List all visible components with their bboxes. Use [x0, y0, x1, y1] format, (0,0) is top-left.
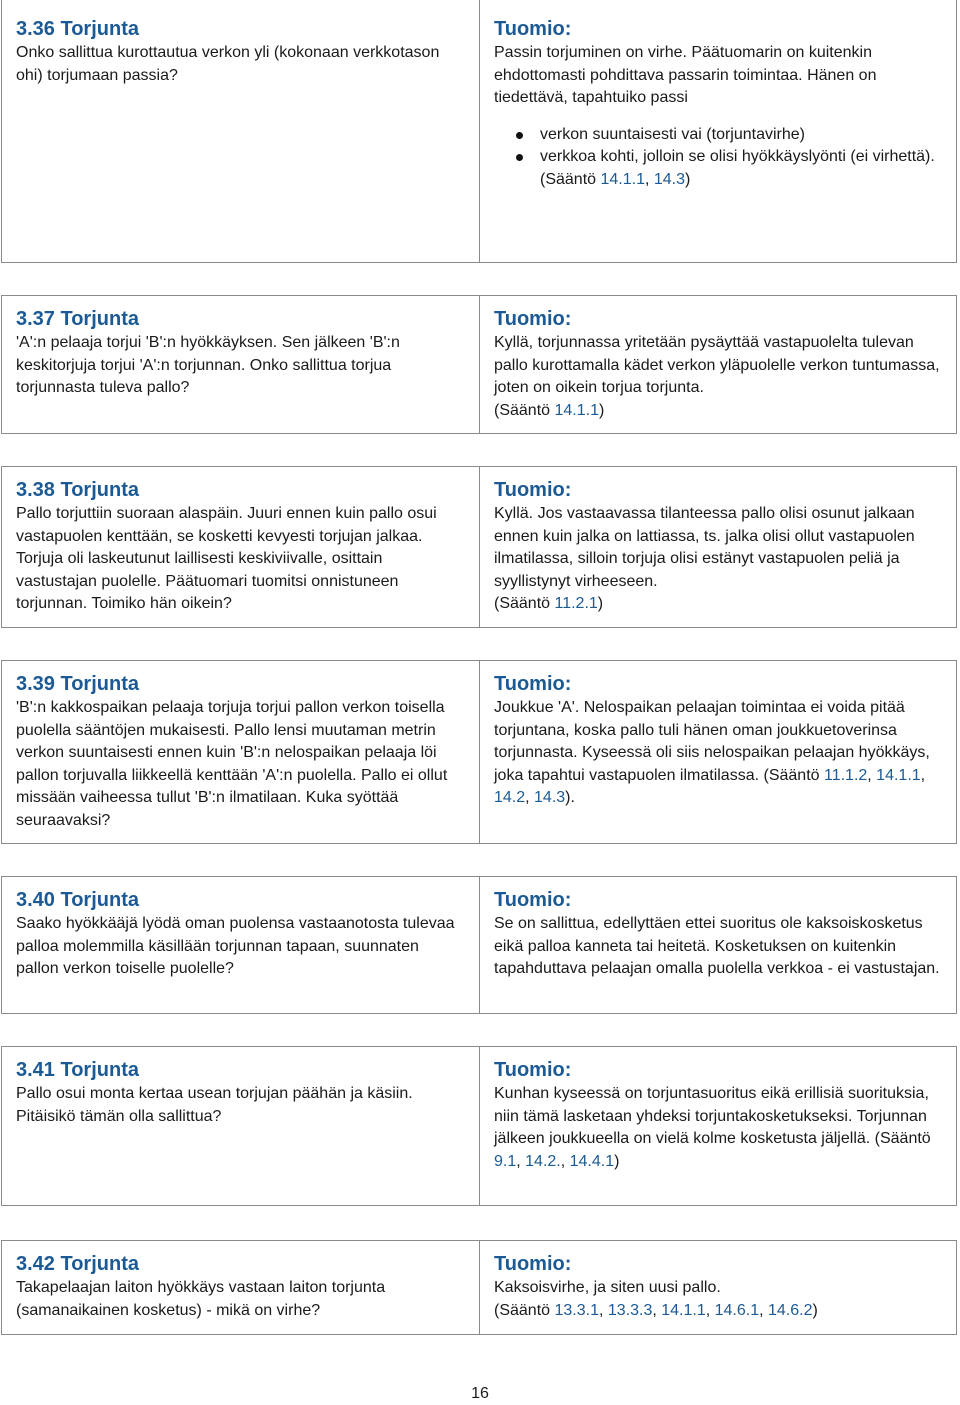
answer-heading: Tuomio: [494, 889, 572, 911]
case-question: Takapelaajan laiton hyökkäys vastaan laiton torjunta (samanaikainen kosketus) - mikä on virhe? [16, 1279, 386, 1319]
case-question: Pallo osui monta kertaa usean torjujan päähän ja käsiin. Pitäisikö tämän olla sallittua? [16, 1085, 413, 1125]
rule-link[interactable]: 14.3 [534, 789, 566, 806]
answer-text: Kyllä, torjunnassa yritetään pysäyttää vastapuolelta tulevan pallo kurottamalla kädet verkon yläpuolelle verkon tuntumassa, joten on oikein torjua torjunta. [494, 334, 940, 396]
answer-column [480, 296, 956, 433]
rule-link[interactable]: 14.6.2 [767, 1301, 813, 1319]
case-question: Pallo torjuttiin suoraan alaspäin. Juuri ennen kuin pallo osui vastapuolen kenttään, se kosketti kevyesti torjujan jalkaa. Torjuja oli laskeutunut laillisesti keskiviivalle, osittain vastustajan puolelle. Päätuomari tuomitsi onnistuneen torjunnan. Toimiko hän oikein? [16, 505, 437, 612]
answer-bullet-list [494, 124, 942, 169]
rule-link[interactable]: 9.1 [494, 1152, 517, 1170]
rule-reference: (Sääntö 13.3.1, 13.3.3, 14.1.1, 14.6.1, 14.6.2) [494, 1301, 818, 1319]
answer-column [480, 877, 956, 1013]
answer-heading: Tuomio: [494, 308, 572, 330]
rule-link[interactable]: 14.1.1 [554, 401, 599, 419]
case-3-37 [1, 295, 957, 434]
case-title: 3.41 Torjunta [16, 1059, 139, 1081]
question-column [2, 0, 480, 262]
rule-link[interactable]: 11.2.1 [554, 595, 598, 612]
question-column [2, 877, 480, 1013]
rule-link[interactable]: 14.2 [494, 789, 526, 806]
rule-link[interactable]: 14.4.1 [569, 1152, 615, 1170]
rule-reference: (Sääntö 14.1.1) [494, 401, 605, 419]
question-column [2, 296, 480, 433]
case-3-36 [1, 0, 957, 263]
case-title: 3.39 Torjunta [16, 673, 139, 695]
page-number: 16 [471, 1385, 489, 1402]
case-3-41 [1, 1046, 957, 1206]
case-title: 3.37 Torjunta [16, 308, 139, 330]
answer-text: Kyllä. Jos vastaavassa tilanteessa pallo olisi osunut jalkaan ennen kuin jalka on lattiassa, ts. jalka olisi ollut vastapuolen ilmatilassa, silloin torjuja olisi estänyt vastapuolen peliä ja syyllistynyt virheeseen. [494, 505, 915, 590]
answer-heading: Tuomio: [494, 673, 572, 695]
rule-reference: (Sääntö 11.2.1) [494, 595, 604, 612]
case-question: Onko sallittua kurottautua verkon yli (kokonaan verkkotason ohi) torjumaan passia? [16, 44, 440, 84]
case-question: 'A':n pelaaja torjui 'B':n hyökkäyksen. Sen jälkeen 'B':n keskitorjuja torjui 'A':n torjunnan. Onko sallittua torjua torjunnasta tuleva pallo? [16, 334, 400, 396]
case-3-42 [1, 1240, 957, 1335]
rule-link[interactable]: 11.1.2 [823, 766, 868, 784]
rule-link[interactable]: 14.1.1 [876, 766, 921, 784]
case-3-39 [1, 660, 957, 844]
rule-reference: (Sääntö 14.1.1, 14.3) [540, 170, 691, 188]
question-column [2, 467, 480, 627]
rule-link[interactable]: 13.3.3 [607, 1301, 653, 1319]
answer-column [480, 0, 956, 262]
answer-column [480, 467, 956, 627]
answer-heading: Tuomio: [494, 479, 572, 501]
answer-column [480, 1047, 956, 1205]
answer-text: Joukkue 'A'. Nelospaikan pelaajan toimintaa ei voida pitää torjuntana, koska pallo tuli hänen oman joukkuetoverinsa torjunnasta. Kyseessä oli siis nelospaikan pelaajan hyökkäys, joka tapahtui vastapuolen ilmatilassa. (Sääntö 11.1.2, 14.1.1, 14.2, 14.3). [494, 699, 930, 806]
case-3-38 [1, 466, 957, 628]
answer-bullet: verkkoa kohti, jolloin se olisi hyökkäyslyönti (ei virhettä). [514, 146, 942, 169]
case-title: 3.36 Torjunta [16, 18, 139, 40]
case-title: 3.42 Torjunta [16, 1253, 139, 1275]
question-column [2, 1047, 480, 1205]
case-3-40 [1, 876, 957, 1014]
answer-column [480, 1241, 956, 1334]
case-question: Saako hyökkääjä lyödä oman puolensa vastaanotosta tulevaa palloa molemmilla käsillään torjunnan tapaan, suunnaten pallon verkon toiselle puolelle? [16, 915, 455, 977]
rule-link[interactable]: 14.2. [525, 1152, 561, 1170]
answer-text: Se on sallittua, edellyttäen ettei suoritus ole kaksoiskosketus eikä palloa kanneta tai heitetä. Kosketuksen on kuitenkin tapahduttava pelaajan omalla puolella verkkoa - ei vastustajan. [494, 915, 940, 977]
rule-link[interactable]: 14.3 [653, 170, 685, 188]
answer-heading: Tuomio: [494, 18, 572, 40]
rule-link[interactable]: 14.6.1 [714, 1301, 760, 1319]
case-question: 'B':n kakkospaikan pelaaja torjuja torjui pallon verkon toisella puolella sääntöjen mukaisesti. Pallo lensi muutaman metrin verkon suuntaisesti ennen kuin 'B':n nelospaikan pelaaja löi pallon torjuvalla liikkeellä kenttään 'A':n puolella. Pallo ei ollut missään vaiheessa tullut 'B':n ilmatilaan. Kuka syöttää seuraavaksi? [16, 699, 448, 829]
rule-link[interactable]: 14.1.1 [661, 1301, 706, 1319]
answer-text: Kunhan kyseessä on torjuntasuoritus eikä erillisiä suorituksia, niin tämä lasketaan yhdeksi torjuntakosketukseksi. Torjunnan jälkeen joukkueella on vielä kolme kosketusta jäljellä. (Sääntö 9.1, 14.2., 14.4.1) [494, 1085, 931, 1170]
answer-heading: Tuomio: [494, 1253, 572, 1275]
answer-text: Passin torjuminen on virhe. Päätuomarin on kuitenkin ehdottomasti pohdittava passarin toimintaa. Hänen on tiedettävä, tapahtuiko passi [494, 44, 877, 106]
answer-bullet: verkon suuntaisesti vai (torjuntavirhe) [514, 124, 942, 147]
answer-column [480, 661, 956, 843]
question-column [2, 1241, 480, 1334]
rule-link[interactable]: 14.1.1 [600, 170, 645, 188]
answer-text: Kaksoisvirhe, ja siten uusi pallo. [494, 1279, 721, 1296]
question-column [2, 661, 480, 843]
case-title: 3.38 Torjunta [16, 479, 139, 501]
answer-heading: Tuomio: [494, 1059, 572, 1081]
case-title: 3.40 Torjunta [16, 889, 139, 911]
rule-link[interactable]: 13.3.1 [554, 1301, 599, 1319]
